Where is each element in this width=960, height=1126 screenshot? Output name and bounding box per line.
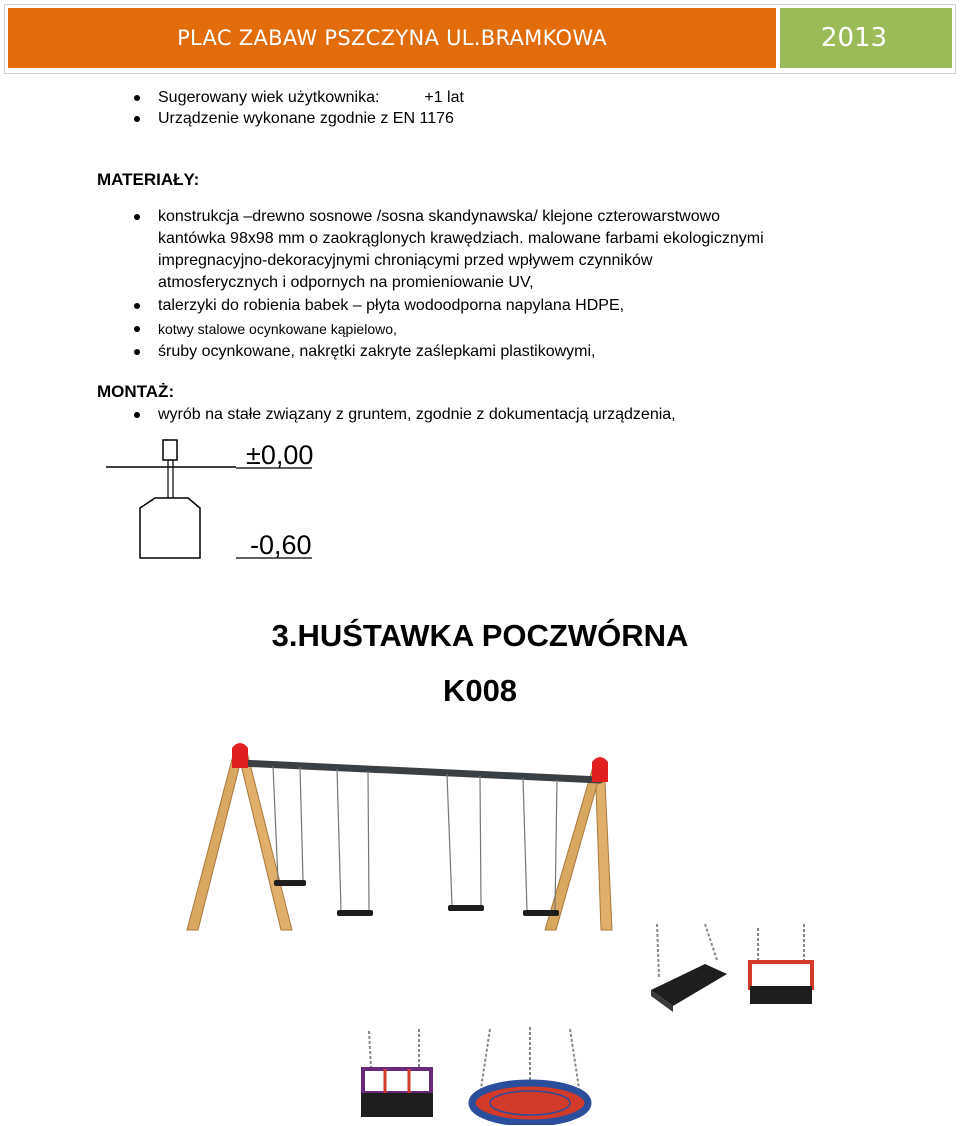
footing-block: [140, 498, 200, 558]
standard-item: Urządzenie wykonane zgodnie z EN 1176: [158, 110, 454, 127]
level-top-label: ±0,00: [246, 440, 314, 470]
top-beam: [240, 763, 600, 780]
bullet: [134, 349, 140, 355]
left-leg-front: [237, 748, 292, 930]
material-line: atmosferycznych i odpornych na promieniowanie UV,: [158, 274, 534, 291]
right-cap: [592, 757, 608, 782]
bullet: [134, 412, 140, 418]
header-title: PLAC ZABAW PSZCZYNA UL.BRAMKOWA: [177, 26, 607, 50]
montaz-heading: MONTAŻ:: [97, 382, 175, 401]
bullet: [134, 116, 140, 122]
bullet: [134, 326, 140, 332]
age-value: +1 lat: [424, 89, 464, 106]
seat-2: [337, 910, 373, 916]
post-icon: [163, 440, 177, 460]
left-leg-back: [187, 748, 244, 930]
seat-4: [523, 910, 559, 916]
purple-cradle-base: [361, 1093, 433, 1117]
right-leg-back: [545, 760, 604, 930]
bullet: [134, 95, 140, 101]
right-leg-front: [595, 760, 612, 930]
material-line: śruby ocynkowane, nakrętki zakryte zaślepkami plastikowymi,: [158, 343, 596, 360]
seat-1: [274, 880, 306, 886]
swing-illustration: [140, 730, 650, 935]
age-item: [158, 87, 464, 108]
montaz-item: wyrób na stałe związany z gruntem, zgodnie z dokumentacją urządzenia,: [158, 406, 676, 423]
product-title: 3.HUŚTAWKA POCZWÓRNA: [271, 618, 689, 653]
bullet: [134, 214, 140, 220]
material-line: talerzyki do robienia babek – płyta wodoodporna napylana HDPE,: [158, 297, 625, 314]
cradle-base: [750, 986, 812, 1004]
header-year-box: [780, 8, 952, 68]
cradle-seat-image: [742, 922, 822, 1014]
product-code: K008: [442, 673, 518, 708]
cradle-frame: [750, 962, 812, 988]
header-year: 2013: [820, 23, 888, 53]
purple-cradle-frame: [363, 1069, 431, 1093]
material-line: impregnacyjno-dekoracyjnymi chroniącymi przed wpływem czynników: [158, 252, 653, 269]
foundation-diagram: [100, 434, 330, 564]
swing-chains: [273, 766, 557, 910]
materials-heading: MATERIAŁY:: [97, 170, 200, 189]
material-line: kotwy stalowe ocynkowane kąpielowo,: [158, 321, 397, 337]
material-line: konstrukcja –drewno sosnowe /sosna skandynawska/ klejone czterowarstwowo: [158, 208, 721, 225]
age-label: Sugerowany wiek użytkownika:: [158, 89, 380, 106]
level-bottom-label: -0,60: [250, 530, 312, 560]
seat-3: [448, 905, 484, 911]
left-cap: [232, 743, 248, 768]
material-line: kantówka 98x98 mm o zaokrąglonych krawędziach. malowane farbami ekologicznymi: [158, 230, 764, 247]
purple-cradle-image: [355, 1025, 440, 1125]
header-title-box: [8, 8, 776, 68]
nest-swing-image: [460, 1025, 600, 1125]
bullet: [134, 303, 140, 309]
flat-seat-image: [645, 920, 735, 1015]
